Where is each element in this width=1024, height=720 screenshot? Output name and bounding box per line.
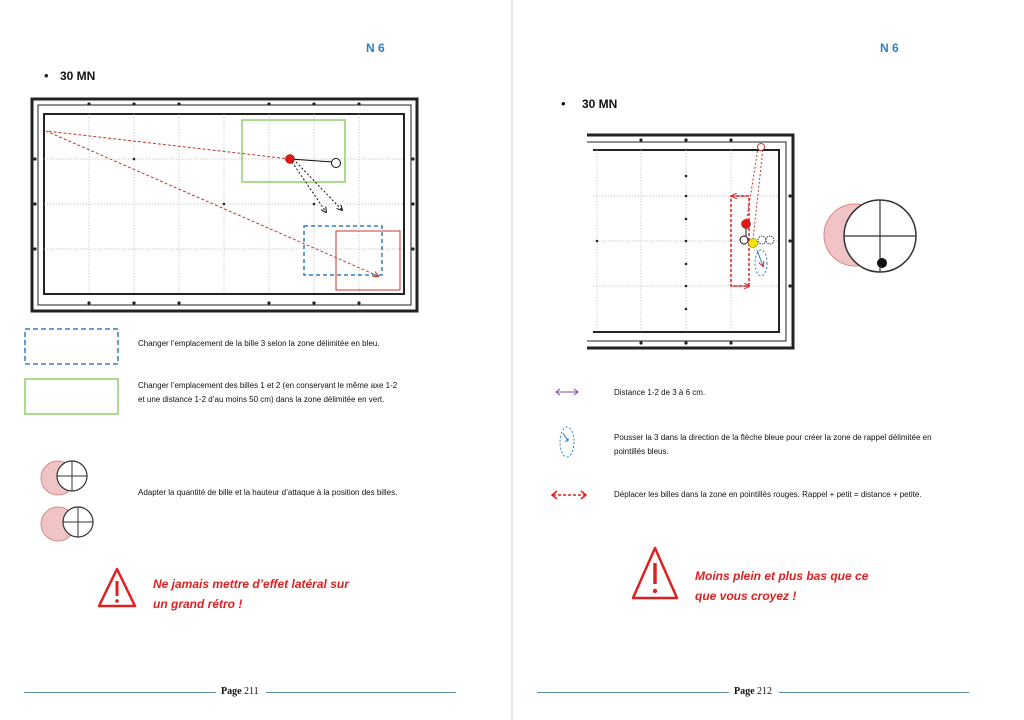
double-arrow-icon [553, 384, 583, 400]
cue-ball-contact-icon [38, 458, 98, 550]
bullet-dot: • [44, 68, 49, 83]
ball-yellow [749, 239, 758, 248]
warning-text-line-1: Ne jamais mettre d’effet latéral sur [153, 577, 349, 591]
duration-label: 30 MN [60, 69, 96, 83]
footer-rule-left [537, 692, 729, 693]
cue-ball-contact-icon [821, 196, 921, 278]
legend-push-text-1: Pousser la 3 dans la direction de la flèche bleue pour créer la zone de rappel délimitée en [614, 433, 932, 442]
section-header: N 6 [366, 41, 385, 55]
legend-push-text-2: pointillés bleus. [614, 447, 669, 456]
section-header: N 6 [880, 41, 899, 55]
duration-label: 30 MN [582, 97, 618, 111]
legend-distance-text: Distance 1-2 de 3 à 6 cm. [614, 388, 706, 397]
legend-green-zone-text-1: Changer l’emplacement des billes 1 et 2 (en conservant le même axe 1-2 [138, 381, 398, 390]
warning-triangle-icon [630, 545, 680, 603]
ball-1-red [286, 155, 295, 164]
ball-1-red [742, 220, 751, 229]
legend-blue-zone-text: Changer l’emplacement de la bille 3 selon la zone délimitée en bleu. [138, 339, 380, 348]
billiard-table-diagram [0, 0, 511, 320]
warning-text-line-1: Moins plein et plus bas que ce [695, 569, 869, 583]
blue-dashed-loop-icon [557, 424, 577, 460]
warning-text-line-2: un grand rétro ! [153, 597, 243, 611]
legend-move-text: Déplacer les billes dans la zone en pointillés rouges. Rappel + petit = distance + petite. [614, 490, 922, 499]
warning-triangle-icon [96, 566, 138, 610]
bullet-dot: • [561, 96, 566, 111]
warning-text-line-2: que vous croyez ! [695, 589, 797, 603]
page-number: Page 211 [221, 686, 259, 697]
green-zone-legend-icon [24, 378, 120, 416]
ball-white [740, 236, 748, 244]
page-211 [0, 0, 511, 720]
billiard-table-partial-diagram [513, 0, 1024, 360]
footer-rule-left [24, 692, 216, 693]
footer-rule-right [779, 692, 969, 693]
ball-2-white [332, 159, 341, 168]
legend-green-zone-text-2: et une distance 1-2 d’au moins 50 cm) dans la zone délimitée en vert. [138, 395, 385, 404]
footer-rule-right [266, 692, 456, 693]
page-number: Page 212 [734, 686, 773, 697]
blue-zone-legend-icon [24, 328, 120, 366]
page-212 [513, 0, 1024, 720]
legend-contact-text: Adapter la quantité de bille et la hauteur d’attaque à la position des billes. [138, 488, 398, 497]
red-dashed-arrow-icon [549, 487, 591, 503]
